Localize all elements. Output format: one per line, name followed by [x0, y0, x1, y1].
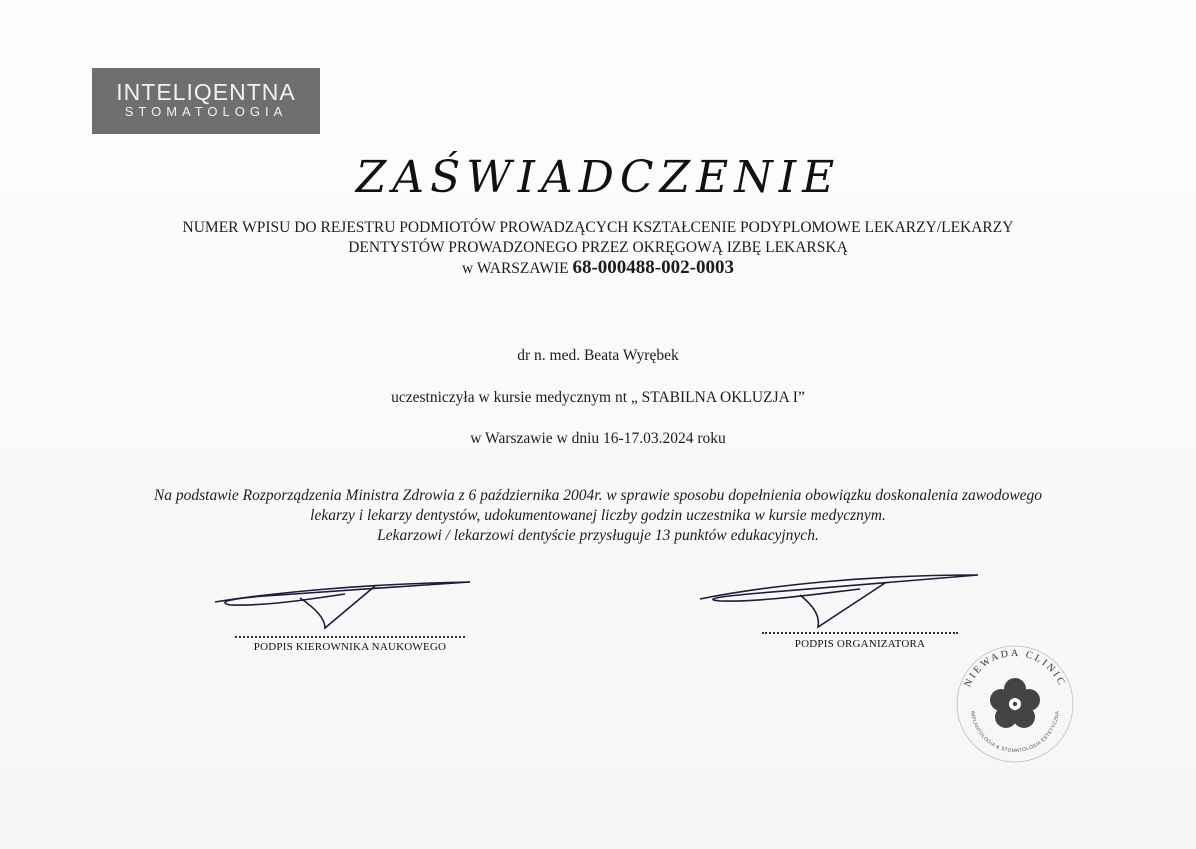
legal-basis-line-2: lekarzy i lekarzy dentystów, udokumentowanej liczby godzin uczestnika w kursie medycznym. — [310, 507, 886, 524]
certificate-title: ZAŚWIADCZENIE — [355, 152, 841, 203]
clinic-stamp — [953, 642, 1077, 766]
date-line: w Warszawie w dniu 16-17.03.2024 roku — [470, 430, 726, 447]
right-signature-line — [762, 632, 958, 634]
participant-name: dr n. med. Beata Wyrębek — [517, 347, 679, 364]
flower-icon — [990, 678, 1040, 728]
right-signature-label: PODPIS ORGANIZATORA — [794, 638, 926, 650]
scientific-director-signature — [205, 572, 480, 634]
stamp-top-text: NIEWADA CLINIC — [962, 647, 1068, 689]
legal-basis — [60, 486, 1136, 546]
registry-city: w WARSZAWIE — [462, 260, 569, 277]
logo-subtitle: STOMATOLOGIA — [124, 104, 288, 119]
stamp-bottom-text: IMPLANTOLOGIA & STOMATOLOGIA ESTETYCZNA — [969, 710, 1061, 755]
legal-basis-line-1: Na podstawie Rozporządzenia Ministra Zdrowia z 6 października 2004r. w sprawie sposobu dopełnienia obowiązku doskonalenia zawodowego — [153, 487, 1043, 504]
registry-number: 68-000488-002-0003 — [572, 257, 734, 278]
registry-line-1: NUMER WPISU DO REJESTRU PODMIOTÓW PROWADZĄCYCH KSZTAŁCENIE PODYPLOMOWE LEKARZY/LEKARZY — [182, 219, 1014, 236]
logo-brand: INTELIQENTNA — [116, 79, 296, 105]
left-signature-label: PODPIS KIEROWNIKA NAUKOWEGO — [253, 641, 447, 653]
legal-basis-line-3: Lekarzowi / lekarzowi dentyście przysługuje 13 punktów edukacyjnych. — [377, 527, 819, 544]
registry-line-3 — [100, 258, 1096, 279]
left-signature-line — [235, 636, 465, 638]
participation-statement: uczestniczyła w kursie medycznym nt „ STABILNA OKLUZJA I” — [391, 389, 805, 406]
registry-info — [100, 218, 1096, 279]
organizer-signature — [690, 565, 985, 633]
company-logo — [92, 68, 320, 134]
registry-line-2: DENTYSTÓW PROWADZONEGO PRZEZ OKRĘGOWĄ IZBĘ LEKARSKĄ — [348, 239, 848, 256]
